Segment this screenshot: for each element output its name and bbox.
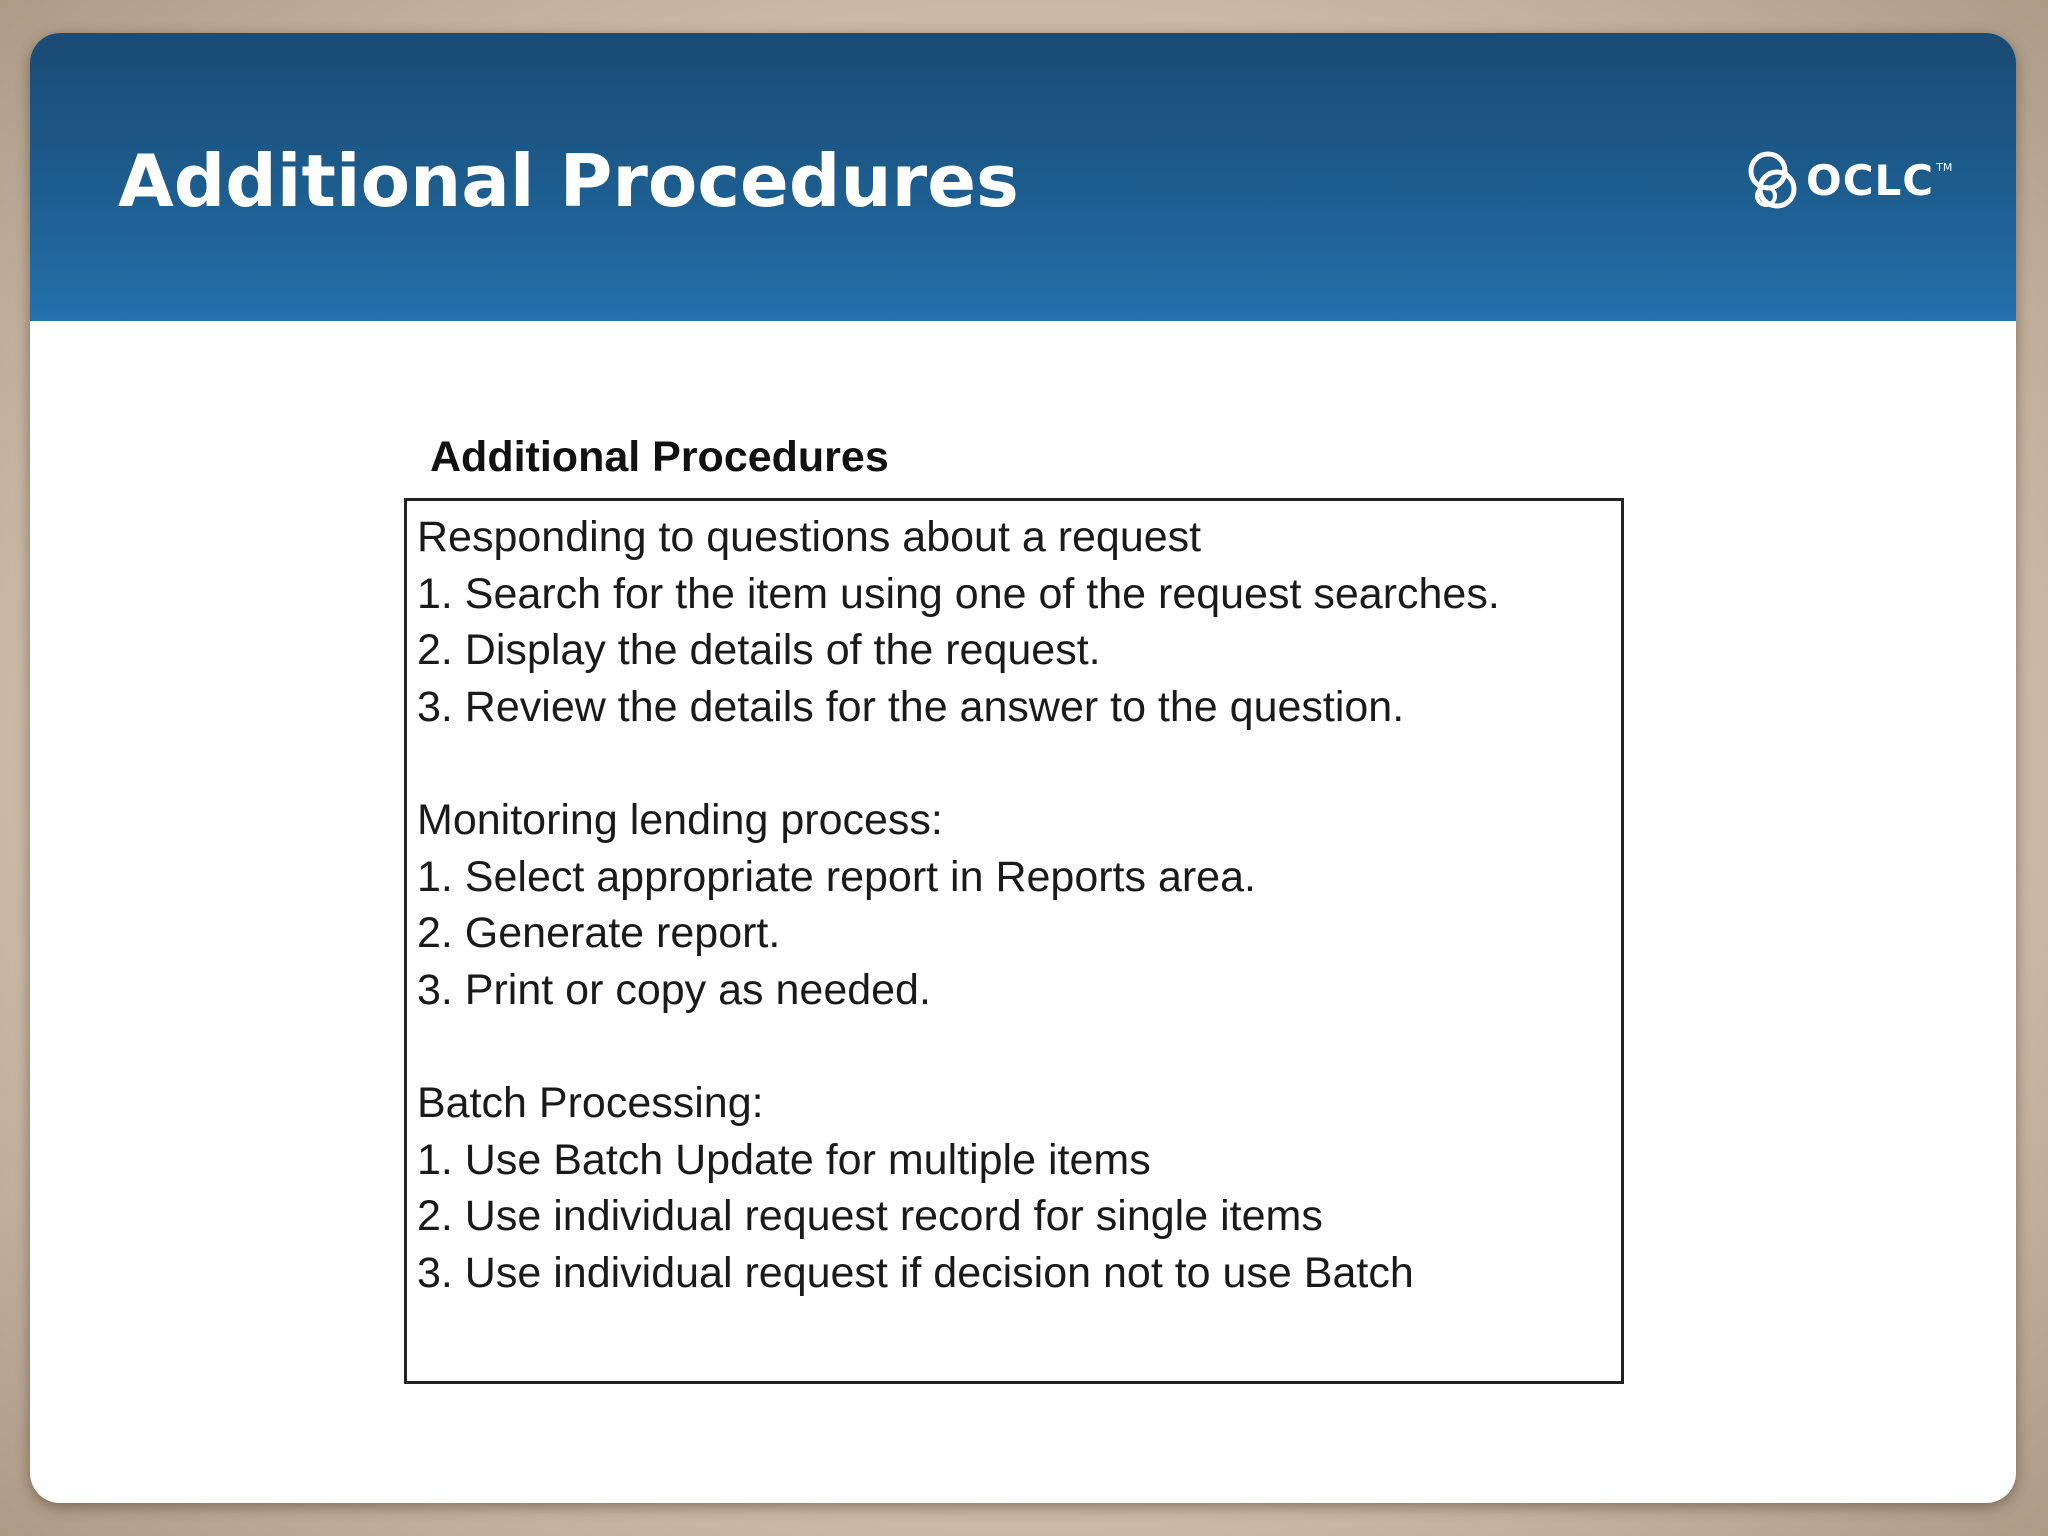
oclc-logo-icon — [1744, 149, 1800, 211]
procedure-step: 2. Display the details of the request. — [417, 626, 1101, 675]
procedure-step: 3. Use individual request if decision not to use Batch — [417, 1248, 1414, 1297]
procedure-section-batch — [417, 1075, 1621, 1301]
procedure-section-monitoring — [417, 792, 1621, 1018]
procedure-step: 2. Use individual request record for single items — [417, 1192, 1323, 1241]
procedure-step: 2. Generate report. — [417, 909, 781, 958]
oclc-logo-tm: TM — [1936, 161, 1953, 174]
procedure-step: 1. Use Batch Update for multiple items — [417, 1135, 1151, 1184]
procedures-box — [404, 498, 1624, 1384]
section-heading: Monitoring lending process: — [417, 795, 943, 844]
procedure-step: 3. Review the details for the answer to the question. — [417, 682, 1405, 731]
procedure-section-responding — [417, 509, 1621, 735]
section-spacer — [417, 1018, 1621, 1075]
procedures-caption: Additional Procedures — [430, 433, 889, 481]
section-spacer — [417, 735, 1621, 792]
procedure-step: 1. Select appropriate report in Reports area. — [417, 852, 1256, 901]
slide — [30, 33, 2016, 1503]
section-heading: Batch Processing: — [417, 1078, 764, 1127]
procedure-step: 3. Print or copy as needed. — [417, 965, 931, 1014]
oclc-logo-text: OCLC — [1806, 155, 1935, 205]
procedure-step: 1. Search for the item using one of the request searches. — [417, 569, 1500, 618]
slide-title: Additional Procedures — [118, 139, 1019, 223]
slide-header — [30, 33, 2016, 321]
oclc-logo — [1744, 145, 1952, 215]
section-heading: Responding to questions about a request — [417, 513, 1202, 561]
